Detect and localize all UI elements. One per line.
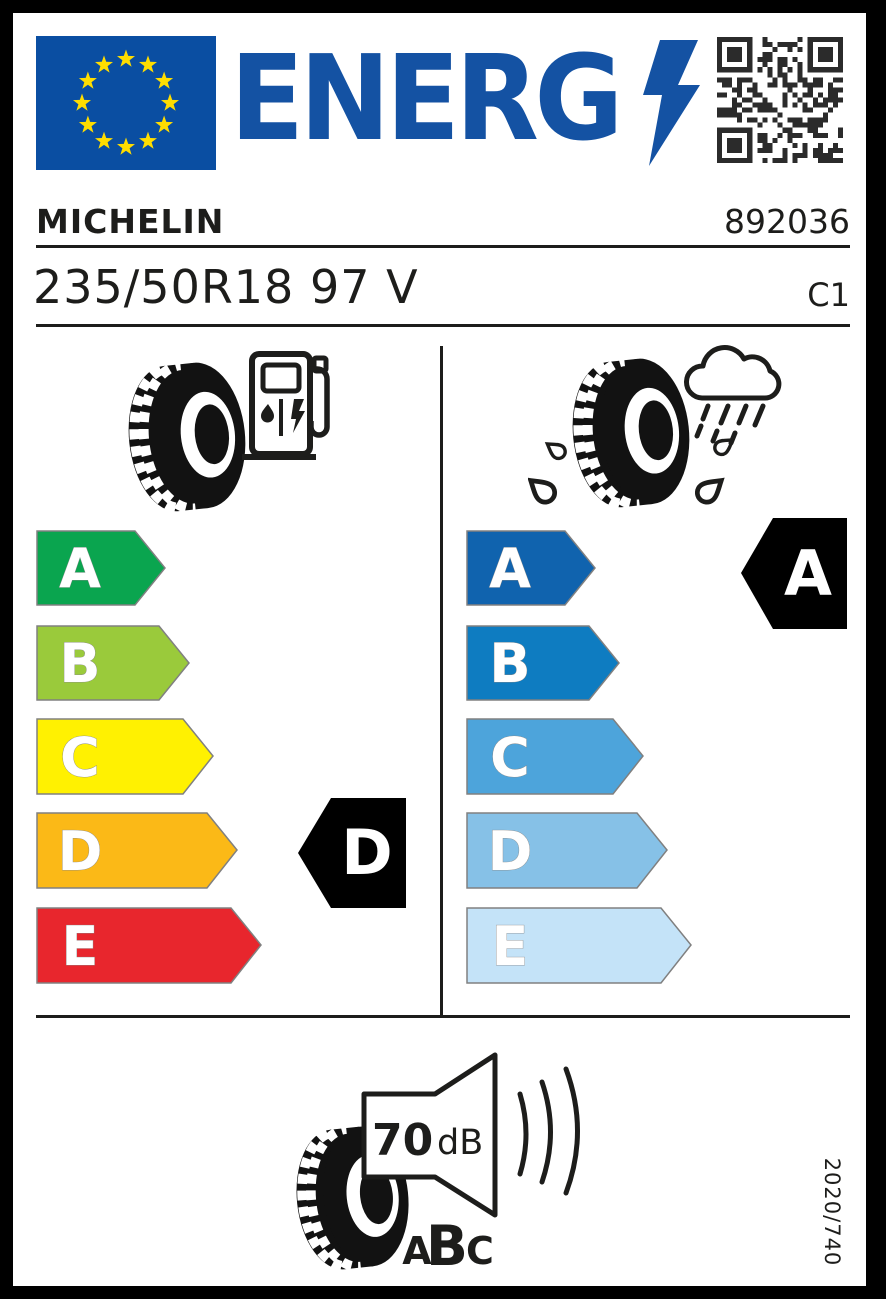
supplier-name: MICHELIN: [36, 202, 225, 241]
wet-grip-icon: [528, 338, 793, 533]
eu-flag: [36, 36, 216, 170]
lightning-bolt-icon: [642, 40, 708, 166]
horizontal-rule: [36, 245, 850, 248]
regulation-number: 2020/740: [820, 1157, 844, 1267]
scale-letter: A: [59, 537, 101, 600]
column-divider: [440, 346, 443, 1015]
fuel-pump-icon: [242, 354, 327, 457]
wet-scale-row-a: [466, 530, 596, 606]
qr-code: [717, 37, 843, 163]
type-identifier: 892036: [724, 202, 850, 241]
scale-letter: A: [489, 537, 531, 600]
horizontal-rule: [36, 324, 850, 327]
scale-letter: E: [61, 915, 99, 978]
fuel-scale-row-e: [36, 907, 262, 984]
scale-letter: E: [491, 915, 529, 978]
scale-arrow: [467, 531, 595, 605]
fuel-scale-row-a: [36, 530, 166, 606]
wet-rating-arrow: [740, 517, 848, 630]
tyre-icon: [566, 354, 697, 511]
fuel-scale-row-c: [36, 718, 214, 795]
noise-unit: dB: [437, 1123, 484, 1163]
scale-letter: B: [59, 632, 101, 695]
noise-class-a: A: [402, 1229, 432, 1273]
tyre-class: C1: [807, 276, 850, 314]
noise-value: 70: [372, 1115, 434, 1166]
scale-letter: B: [489, 632, 531, 695]
fuel-rating-arrow: [297, 797, 407, 909]
scale-letter: C: [60, 726, 100, 789]
wet-scale-row-c: [466, 718, 644, 795]
scale-letter: D: [487, 820, 533, 883]
tyre-icon: [122, 358, 253, 515]
wet-scale-row-b: [466, 625, 620, 701]
scale-arrow: [37, 531, 165, 605]
rain-cloud-icon: [686, 348, 778, 443]
wet-rating-letter: A: [784, 537, 832, 610]
scale-letter: C: [490, 726, 530, 789]
fuel-scale-row-d: [36, 812, 238, 889]
fuel-scale-row-b: [36, 625, 190, 701]
energy-wordmark: ENERG: [230, 29, 619, 167]
fuel-efficiency-icon: [118, 344, 343, 534]
sound-waves-icon: [520, 1069, 578, 1193]
scale-letter: D: [57, 820, 103, 883]
wet-scale-row-e: [466, 907, 692, 984]
tyre-designation: 235/50R18 97 V: [33, 260, 419, 314]
noise-class-b-selected: B: [426, 1214, 468, 1278]
wet-scale-row-d: [466, 812, 668, 889]
noise-class-c: C: [466, 1229, 494, 1273]
fuel-rating-letter: D: [341, 816, 393, 889]
horizontal-rule: [36, 1015, 850, 1018]
noise-icon: [280, 1042, 600, 1292]
